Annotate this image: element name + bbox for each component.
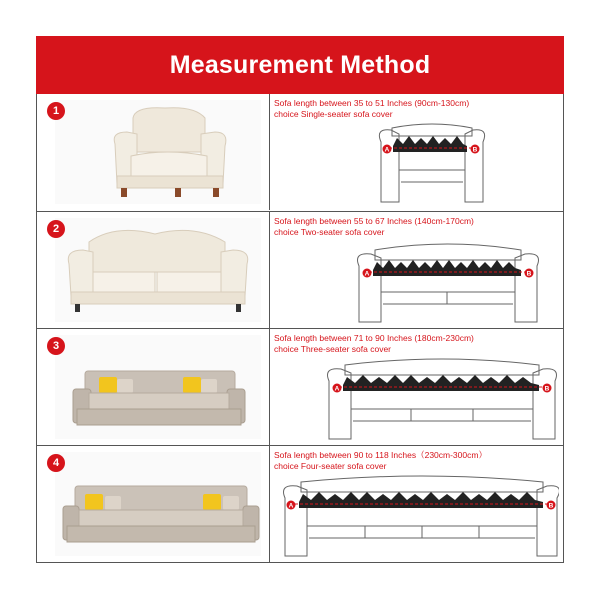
length-range-text: Sofa length between 90 to 118 Inches（230cm-300cm） <box>274 450 487 460</box>
two-seater-diagram <box>277 240 559 326</box>
marker-a-label: A <box>384 146 390 154</box>
table-row <box>37 445 563 562</box>
length-range-text: Sofa length between 55 to 67 Inches (140cm-170cm) <box>274 216 474 226</box>
step-number-badge: 4 <box>47 454 65 472</box>
size-description <box>274 216 559 238</box>
size-description <box>274 333 559 355</box>
step-number-badge: 2 <box>47 220 65 238</box>
table-row <box>37 94 563 210</box>
four-seater-photo <box>55 452 261 556</box>
page-title: Measurement Method <box>36 36 564 94</box>
marker-a-label: A <box>364 270 370 278</box>
armchair-photo <box>55 100 261 204</box>
loveseat-photo <box>55 218 261 322</box>
table-row <box>37 211 563 328</box>
size-description <box>274 450 559 472</box>
marker-b-label: B <box>544 385 550 393</box>
four-seater-diagram <box>277 474 559 560</box>
length-range-text: Sofa length between 35 to 51 Inches (90cm-130cm) <box>274 98 470 108</box>
cover-choice-text: choice Two-seater sofa cover <box>274 227 385 237</box>
size-description <box>274 98 559 120</box>
measurement-chart <box>36 36 564 564</box>
marker-a-label: A <box>334 385 340 393</box>
table-row <box>37 328 563 445</box>
marker-b-label: B <box>548 502 554 510</box>
single-seater-diagram <box>277 122 559 208</box>
marker-b-label: B <box>472 146 478 154</box>
three-seater-diagram <box>277 357 559 443</box>
marker-a-label: A <box>288 502 294 510</box>
step-number-badge: 3 <box>47 337 65 355</box>
cover-choice-text: choice Three-seater sofa cover <box>274 344 392 354</box>
marker-b-label: B <box>526 270 532 278</box>
cover-choice-text: choice Four-seater sofa cover <box>274 461 387 471</box>
length-range-text: Sofa length between 71 to 90 Inches (180cm-230cm) <box>274 333 474 343</box>
measurement-table <box>36 94 564 563</box>
cover-choice-text: choice Single-seater sofa cover <box>274 109 393 119</box>
three-seater-photo <box>55 335 261 439</box>
step-number-badge: 1 <box>47 102 65 120</box>
